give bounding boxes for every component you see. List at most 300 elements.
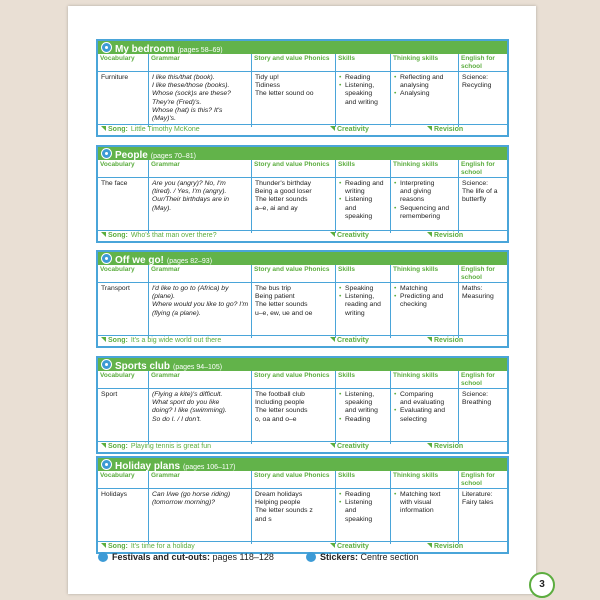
column-header: Skills (336, 471, 390, 489)
cell-line: Furniture (101, 74, 129, 81)
bullet-line: Listening, • (339, 82, 375, 90)
cell-line: (May). (152, 204, 172, 212)
bullet-line: Reading • (339, 415, 371, 423)
book-page (68, 6, 545, 594)
stickers-value: Centre section (360, 552, 419, 562)
column-body (252, 72, 335, 99)
song-title: It's a big wide world out there (130, 337, 222, 344)
column-body (391, 389, 458, 424)
bullet-dot-icon: • (339, 74, 342, 81)
column-body (252, 178, 335, 213)
creativity-label: Creativity (337, 443, 369, 450)
column-thinking (391, 371, 459, 444)
column-body (336, 72, 390, 107)
stickers-label: Stickers: (320, 552, 359, 562)
festivals-note (98, 552, 274, 562)
song-label: Song: (108, 443, 128, 450)
column-body (252, 489, 335, 524)
triangle-icon (101, 126, 106, 131)
triangle-icon (101, 337, 106, 342)
column-body (98, 283, 148, 293)
unit-icon (101, 459, 112, 470)
creativity-marker (330, 336, 369, 346)
bullet-line: Matching • (394, 285, 428, 292)
column-body (149, 389, 251, 424)
column-header: Skills (336, 265, 390, 283)
creativity-marker (330, 125, 369, 135)
column-body (98, 489, 148, 499)
unit-title-text: Holiday plans (115, 461, 181, 472)
unit-header (98, 358, 507, 371)
unit-title (115, 458, 235, 471)
bullet-line: Analysing • (394, 90, 430, 98)
column-body (336, 178, 390, 221)
cell-line: (flying (a plane). (152, 309, 201, 317)
festivals-pages: pages 118–128 (212, 552, 274, 562)
bullet-dot-icon: • (394, 180, 397, 187)
unit-pages: (pages 82–93) (166, 258, 213, 265)
cell-line: Are you (angry)? No, I'm (152, 180, 226, 187)
cell-line: Maths: (462, 285, 483, 292)
column-body (459, 489, 507, 507)
unit-footer (98, 441, 507, 452)
unit-footer (98, 335, 507, 346)
bullet-list (394, 491, 456, 516)
bullet-line: writing (345, 309, 365, 317)
bullet-dot-icon: • (339, 180, 342, 187)
unit-title (115, 147, 196, 160)
column-header: English for school (459, 265, 507, 283)
cell-line: The letter sounds (255, 196, 308, 204)
cell-line: Being a good loser (255, 188, 312, 196)
unit-pages: (pages 94–105) (173, 364, 223, 371)
bullet-list (339, 391, 388, 424)
unit-header (98, 252, 507, 265)
bullet-list (339, 491, 388, 524)
bullet-dot-icon: • (394, 90, 397, 98)
cell-line: The letter sound oo (255, 90, 314, 98)
bullet-dot-icon: • (339, 196, 342, 204)
column-skills (336, 54, 391, 127)
cell-line: Science: (462, 74, 489, 81)
cell-line: Transport (101, 285, 130, 292)
column-header: Skills (336, 54, 390, 72)
column-header: Skills (336, 371, 390, 389)
cell-line: a–e, ai and ay (255, 204, 298, 212)
column-english (459, 371, 507, 444)
unit-pages: (pages 70–81) (150, 153, 196, 160)
cell-line: Tidiness (255, 82, 281, 90)
column-body (391, 72, 458, 99)
column-body (252, 389, 335, 424)
unit-header (98, 147, 507, 160)
bullet-line: with visual (400, 499, 432, 507)
revision-marker (427, 336, 463, 346)
column-header: Vocabulary (98, 265, 148, 283)
cell-line: So do I. / I don't. (152, 415, 202, 423)
cell-line: (Flying a kite)'s difficult. (152, 391, 223, 398)
column-grammar (149, 371, 252, 444)
column-header: English for school (459, 371, 507, 389)
bullet-line: and (345, 507, 357, 515)
column-header: Story and value Phonics (252, 54, 335, 72)
column-header: Grammar (149, 371, 251, 389)
song-row (101, 336, 221, 346)
unit-section (96, 356, 509, 454)
song-row (101, 442, 211, 452)
triangle-icon (427, 126, 432, 131)
column-story (252, 471, 336, 544)
bullet-line: Sequencing and • (394, 204, 450, 212)
triangle-icon (330, 337, 335, 342)
column-body (149, 72, 251, 123)
cell-line: The face (101, 180, 128, 187)
unit-title (115, 358, 222, 371)
column-body (336, 283, 390, 318)
bullet-line: and writing (345, 407, 378, 415)
column-header: Thinking skills (391, 160, 458, 178)
bullet-line: Listening • (339, 499, 373, 507)
cell-line: Whose (hat) is this? It's (152, 106, 223, 114)
cell-line: (plane). (152, 293, 176, 301)
bullet-dot-icon: • (339, 415, 342, 423)
song-title: Playing tennis is great fun (130, 443, 211, 450)
column-thinking (391, 160, 459, 233)
column-body (149, 178, 251, 213)
revision-marker (427, 231, 463, 241)
bullet-list (394, 74, 456, 99)
cell-line: The letter sounds (255, 407, 308, 415)
cell-line: (tomorrow morning)? (152, 499, 216, 507)
column-story (252, 54, 336, 127)
bullet-line: Reading and • (339, 180, 384, 187)
bullet-line: Evaluating and • (394, 407, 445, 415)
bullet-dot-icon: • (339, 293, 342, 301)
column-grammar (149, 471, 252, 544)
column-body (149, 489, 251, 507)
song-label: Song: (108, 126, 128, 133)
column-grammar (149, 54, 252, 127)
unit-columns (98, 371, 507, 444)
column-header: Vocabulary (98, 371, 148, 389)
column-body (98, 178, 148, 188)
unit-icon (101, 148, 112, 159)
bullet-list (394, 391, 456, 424)
bullet-line: Interpreting • (394, 180, 435, 187)
cell-line: doing? I like (swimming). (152, 407, 227, 415)
creativity-label: Creativity (337, 126, 369, 133)
cell-line: Science: (462, 180, 489, 187)
triangle-icon (427, 337, 432, 342)
column-body (459, 283, 507, 301)
cell-line: The football club (255, 391, 305, 398)
column-body (459, 389, 507, 407)
column-vocabulary (98, 471, 149, 544)
cell-line: u–e, ew, ue and oe (255, 309, 313, 317)
creativity-marker (330, 442, 369, 452)
column-body (336, 389, 390, 424)
column-header: Vocabulary (98, 54, 148, 72)
column-header: Grammar (149, 265, 251, 283)
triangle-icon (427, 232, 432, 237)
column-english (459, 54, 507, 127)
bullet-list (339, 74, 388, 107)
cell-line: Measuring (462, 293, 494, 301)
cell-line: Breathing (462, 399, 492, 407)
cell-line: Helping people (255, 499, 301, 507)
column-body (336, 489, 390, 524)
column-grammar (149, 265, 252, 338)
column-grammar (149, 160, 252, 233)
column-english (459, 471, 507, 544)
cell-line: Thunder's birthday (255, 180, 312, 187)
column-header: Thinking skills (391, 54, 458, 72)
column-header: Vocabulary (98, 160, 148, 178)
bullet-line: Listening, • (339, 293, 375, 301)
cell-line: and s (255, 515, 272, 523)
revision-marker (427, 542, 463, 552)
bullet-dot-icon: • (394, 204, 397, 212)
column-header: Story and value Phonics (252, 160, 335, 178)
cell-line: butterfly (462, 196, 487, 204)
column-header: Thinking skills (391, 265, 458, 283)
song-row (101, 231, 217, 241)
triangle-icon (330, 232, 335, 237)
unit-footer (98, 541, 507, 552)
triangle-icon (330, 543, 335, 548)
column-body (459, 178, 507, 205)
bullet-line: selecting (400, 415, 427, 423)
song-label: Song: (108, 232, 128, 239)
column-header: Story and value Phonics (252, 265, 335, 283)
bullet-line: and writing (345, 98, 378, 106)
revision-label: Revision (434, 126, 464, 133)
revision-label: Revision (434, 232, 464, 239)
bullet-line: and evaluating (400, 399, 445, 407)
unit-footer (98, 230, 507, 241)
bullet-line: speaking (345, 212, 373, 220)
cell-line: They're (Fred)'s. (152, 98, 202, 106)
column-header: English for school (459, 471, 507, 489)
bullet-line: Reading • (339, 74, 371, 81)
column-header: Thinking skills (391, 471, 458, 489)
column-body (391, 489, 458, 516)
cell-line: The bus trip (255, 285, 291, 292)
bullet-line: and (345, 204, 357, 212)
unit-section (96, 39, 509, 137)
unit-columns (98, 471, 507, 544)
revision-label: Revision (434, 337, 464, 344)
revision-marker (427, 125, 463, 135)
unit-footer (98, 124, 507, 135)
column-vocabulary (98, 54, 149, 127)
bullet-line: Reading • (339, 491, 371, 498)
cell-line: Recycling (462, 82, 492, 90)
column-body (459, 72, 507, 90)
column-body (98, 72, 148, 82)
cell-line: Science: (462, 391, 489, 398)
column-skills (336, 160, 391, 233)
column-body (252, 283, 335, 318)
bullet-dot-icon: • (339, 499, 342, 507)
bullet-line: speaking (345, 515, 373, 523)
bullet-dot-icon: • (339, 285, 342, 292)
column-skills (336, 265, 391, 338)
bullet-line: remembering (400, 212, 441, 220)
column-thinking (391, 265, 459, 338)
column-vocabulary (98, 265, 149, 338)
song-title: Little Timothy McKone (130, 126, 200, 133)
cell-line: What sport do you like (152, 399, 220, 407)
unit-header (98, 41, 507, 54)
column-english (459, 160, 507, 233)
cell-line: I like these/those (books). (152, 82, 230, 90)
song-row (101, 125, 200, 135)
unit-title-text: People (115, 150, 148, 161)
stickers-note (306, 552, 419, 562)
cell-line: o, oa and o–e (255, 415, 297, 423)
revision-label: Revision (434, 543, 464, 550)
bullet-line: Reflecting and • (394, 74, 444, 81)
unit-section (96, 456, 509, 554)
bullet-line: Comparing • (394, 391, 434, 398)
column-body (391, 178, 458, 221)
column-story (252, 371, 336, 444)
creativity-label: Creativity (337, 232, 369, 239)
cell-line: Literature: (462, 491, 493, 498)
unit-title (115, 41, 223, 54)
bullet-list (394, 180, 456, 221)
column-body (391, 283, 458, 310)
column-header: Skills (336, 160, 390, 178)
column-header: Grammar (149, 471, 251, 489)
unit-pages: (pages 58–69) (177, 47, 223, 54)
cell-line: Whose (sock)s are these? (152, 90, 231, 98)
bullet-line: analysing (400, 82, 429, 90)
column-header: English for school (459, 160, 507, 178)
column-skills (336, 471, 391, 544)
cell-line: Including people (255, 399, 305, 407)
cell-line: Where would you like to go? I'm (152, 301, 249, 309)
bullet-line: Speaking • (339, 285, 374, 292)
bullet-line: information (400, 507, 434, 515)
column-header: Story and value Phonics (252, 471, 335, 489)
triangle-icon (330, 443, 335, 448)
column-header: English for school (459, 54, 507, 72)
bullet-line: checking (400, 301, 427, 309)
cell-line: Our/Their birthdays are in (152, 196, 230, 204)
bullet-dot-icon: • (339, 491, 342, 498)
revision-label: Revision (434, 443, 464, 450)
unit-title-text: Sports club (115, 361, 171, 372)
bullet-line: Listening, • (339, 391, 375, 398)
unit-columns (98, 160, 507, 233)
cell-line: (tired). / Yes, I'm (angry). (152, 188, 227, 196)
cell-line: I'd like to go to (Africa) by (152, 285, 229, 292)
cell-line: (May)'s. (152, 115, 176, 123)
bullet-line: Listening • (339, 196, 373, 204)
song-row (101, 542, 195, 552)
festivals-bullet-icon (98, 552, 108, 562)
creativity-marker (330, 231, 369, 241)
unit-columns (98, 265, 507, 338)
triangle-icon (330, 126, 335, 131)
unit-icon (101, 253, 112, 264)
unit-title-text: Off we go! (115, 255, 164, 266)
unit-header (98, 458, 507, 471)
bullet-dot-icon: • (339, 391, 342, 398)
cell-line: The life of a (462, 188, 498, 196)
cell-line: Being patient (255, 293, 295, 301)
unit-section (96, 250, 509, 348)
cell-line: I like this/that (book). (152, 74, 215, 81)
column-header: Grammar (149, 54, 251, 72)
bullet-line: speaking (345, 90, 373, 98)
festivals-label: Festivals and cut-outs: (112, 552, 211, 562)
column-english (459, 265, 507, 338)
column-skills (336, 371, 391, 444)
cell-line: Dream holidays (255, 491, 303, 498)
triangle-icon (427, 443, 432, 448)
bullet-line: Predicting and • (394, 293, 444, 301)
unit-icon (101, 42, 112, 53)
stickers-bullet-icon (306, 552, 316, 562)
bullet-list (339, 285, 388, 318)
unit-section (96, 145, 509, 243)
bullet-dot-icon: • (394, 74, 397, 81)
bullet-dot-icon: • (394, 285, 397, 292)
column-header: Story and value Phonics (252, 371, 335, 389)
page-number: 3 (529, 572, 555, 598)
column-thinking (391, 471, 459, 544)
unit-title (115, 252, 212, 265)
column-story (252, 265, 336, 338)
cell-line: The letter sounds z (255, 507, 313, 515)
cell-line: The letter sounds (255, 301, 308, 309)
bullet-dot-icon: • (394, 407, 397, 415)
column-body (98, 389, 148, 399)
bullet-line: and giving (400, 188, 431, 196)
creativity-marker (330, 542, 369, 552)
cell-line: Holidays (101, 491, 128, 498)
triangle-icon (101, 543, 106, 548)
triangle-icon (427, 543, 432, 548)
revision-marker (427, 442, 463, 452)
unit-title-text: My bedroom (115, 44, 175, 55)
bullet-dot-icon: • (394, 491, 397, 498)
bullet-list (339, 180, 388, 221)
bullet-line: reasons (400, 196, 425, 204)
column-body (149, 283, 251, 318)
cell-line: Fairy tales (462, 499, 494, 507)
column-vocabulary (98, 160, 149, 233)
unit-icon (101, 359, 112, 370)
unit-columns (98, 54, 507, 127)
column-header: Grammar (149, 160, 251, 178)
bullet-line: Matching text • (394, 491, 441, 498)
column-story (252, 160, 336, 233)
column-thinking (391, 54, 459, 127)
column-header: Vocabulary (98, 471, 148, 489)
column-header: Thinking skills (391, 371, 458, 389)
song-title: It's time for a holiday (130, 543, 195, 550)
creativity-label: Creativity (337, 543, 369, 550)
song-label: Song: (108, 337, 128, 344)
triangle-icon (101, 443, 106, 448)
unit-pages: (pages 106–117) (183, 464, 236, 471)
cell-line: Can I/we (go horse riding) (152, 491, 231, 498)
cell-line: Tidy up! (255, 74, 279, 81)
